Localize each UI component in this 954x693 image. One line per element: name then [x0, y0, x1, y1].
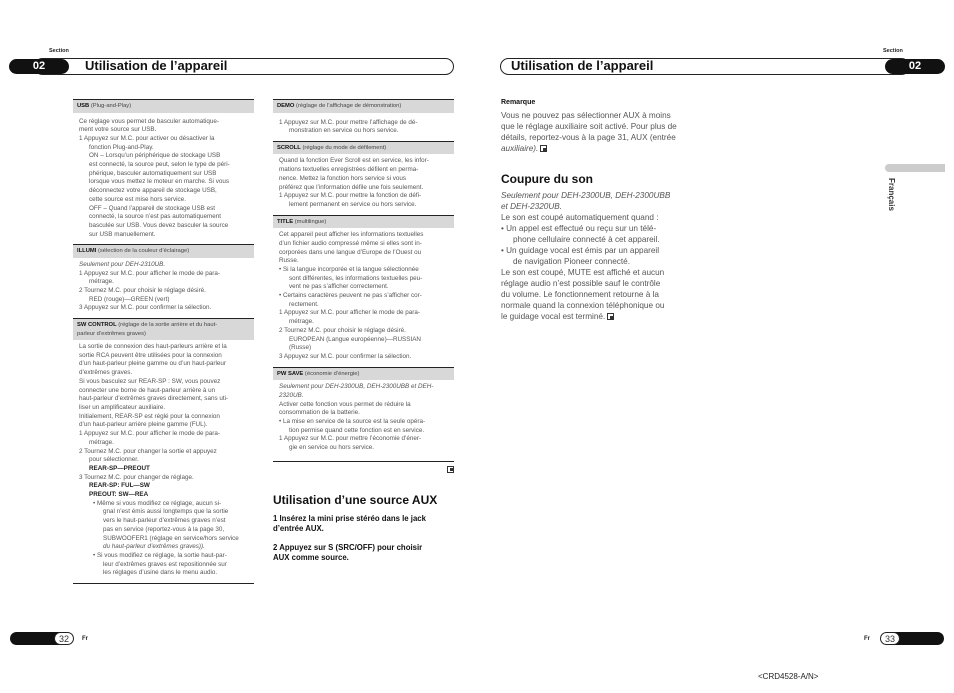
usb-setting-body: Ce réglage vous permet de basculer automatique- ment votre source sur USB. 1 Appuyez sur M.C. pour activer ou désactiver la fonction Plug-and-Play. ON – Lorsqu’un périphérique de stockage USB est connecté, la source peut, selon le type de péri- phérique, basculer automatiquement sur USB lorsque vous mettez le moteur en marche. Si vous déconnectez votre appareil de stockage USB, cette source est mise hors service. OFF – Quand l’appareil de stockage USB est connecté, la source n’est pas automatiquement basculée sur USB. Vous devez basculer la source sur USB manuellement. — [79, 117, 230, 238]
section-header-text: Utilisation de l’appareil — [511, 58, 654, 73]
aux-section-title: Utilisation d’une source AUX — [273, 492, 438, 507]
illumi-setting-header: ILLUMI (sélection de la couleur d’éclairage) — [73, 244, 254, 258]
swcontrol-setting-body: La sortie de connexion des haut-parleurs arrière et la sortie RCA peuvent être utilisées pour la connexion d’un haut-parleur pleine gamme ou d’un haut-parleur d’extrêmes graves. Si vous basculez sur REAR-SP : SW, vous pouvez connecter une borne de haut-parleur arrière à un haut-parleur d’extrêmes graves directement, sans uti- liser un amplificateur auxiliaire. Initialement, REAR-SP est réglé pour la connexion d’un haut-parleur arrière pleine gamme (FUL). 1 Appuyez sur M.C. pour afficher le mode de para- métrage. 2 Tournez M.C. pour changer la sortie et appuyez pour sélectionner. REAR-SP—PREOUT 3 Tournez M.C. pour changer de réglage. REAR-SP: FUL—SW PREOUT: SW—REA • Même si vous modifiez ce réglage, aucun si- gnal n’est émis aussi longtemps que la sortie vers le haut-parleur d’extrêmes graves n’est pas en service (reportez-vous à la page 30, SUBWOOFER1 (réglage en service/hors service du haut-parleur d’extrêmes graves)). • Si vous modifiez ce réglage, la sortie haut-par- leur d’extrêmes graves est repositionnée sur les réglages d’usine dans le menu audio. — [73, 340, 254, 584]
title-setting-header: TITLE (multilingue) — [273, 215, 454, 229]
mute-section-body: Seulement pour DEH-2300UB, DEH-2300UBB et DEH-2320UB. Le son est coupé automatiquement quand : • Un appel est effectué ou reçu sur un télé- phone cellulaire connecté à cet appareil. • Un guidage vocal est émis par un appareil de navigation Pioneer connecté. Le son est coupé, MUTE est affiché et aucun réglage audio n’est possible sauf le contrôle du volume. Le fonctionnement retourne à la normale quand la connexion téléphonique ou le guidage vocal est terminé. — [501, 191, 671, 321]
pwsave-setting-body: Seulement pour DEH-2300UB, DEH-2300UBB et DEH- 2320UB. Activer cette fonction vous permet de réduire la consommation de la batterie. • La mise en service de la source est la seule opéra- tion permise quand cette fonction est en service. 1 Appuyez sur M.C. pour mettre l’économie d’éner- gie en service ou hors service. — [273, 380, 454, 462]
remark-body: Vous ne pouvez pas sélectionner AUX à moins que le réglage auxiliaire soit activé. Pour plus de détails, reportez-vous à la page 31, AUX (entrée auxiliaire). — [501, 111, 677, 153]
demo-setting-header: DEMO (réglage de l’affichage de démonstration) — [273, 99, 454, 113]
remark-title: Remarque — [501, 99, 536, 106]
demo-setting-body: 1 Appuyez sur M.C. pour mettre l’affichage de dé- monstration en service ou hors service. — [279, 118, 418, 135]
usb-setting-header: USB (Plug-and-Play) — [73, 99, 254, 113]
mute-section-title: Coupure du son — [501, 172, 593, 186]
page-number-left: 32 — [54, 632, 74, 645]
section-number-badge-right: 02 — [885, 59, 945, 74]
section-header-right — [500, 58, 910, 75]
scroll-setting-body: Quand la fonction Ever Scroll est en service, les infor- mations textuelles enregistrées défilent en perma- nence. Mettez la fonction hors service si vous préférez que l’information défile une fois seulement. 1 Appuyez sur M.C. pour mettre la fonction de défi- lement permanent en service ou hors service. — [279, 157, 429, 208]
section-label-right: Section — [883, 48, 903, 54]
scroll-setting-header: SCROLL (réglage du mode de défilement) — [273, 141, 454, 155]
footer-lang-left: Fr — [82, 636, 88, 642]
section-label-left: Section — [49, 48, 69, 54]
document-code: <CRD4528-A/N> — [758, 672, 819, 681]
end-mark-icon — [447, 466, 454, 473]
end-mark-icon — [540, 145, 547, 152]
end-mark-icon — [607, 313, 614, 320]
footer-lang-right: Fr — [864, 636, 870, 642]
swcontrol-setting-header: SW CONTROL (réglage de la sortie arrière et du haut- parleur d’extrêmes graves) — [73, 318, 254, 340]
section-header-text: Utilisation de l’appareil — [85, 58, 228, 73]
page-number-right: 33 — [880, 632, 900, 645]
aux-steps: 1 Insérez la mini prise stéréo dans le jack d’entrée AUX. 2 Appuyez sur S (SRC/OFF) pour choisir AUX comme source. — [273, 513, 426, 563]
settings-column-1 — [73, 99, 254, 584]
language-tab-label: Français — [887, 178, 896, 211]
language-tab — [885, 164, 945, 172]
section-number-badge-left: 02 — [9, 59, 69, 74]
pwsave-setting-header: PW SAVE (économie d’énergie) — [273, 367, 454, 381]
section-header-left — [34, 58, 454, 75]
right-page-content — [501, 97, 681, 322]
settings-column-2 — [273, 99, 454, 564]
illumi-setting-body: Seulement pour DEH-2310UB. 1 Appuyez sur M.C. pour afficher le mode de para- métrage. 2 Tournez M.C. pour choisir le réglage désiré. RED (rouge)—GREEN (vert) 3 Appuyez sur M.C. pour confirmer la sélection. — [79, 260, 220, 312]
title-setting-body: Cet appareil peut afficher les informations textuelles d’un fichier audio compressé même si elles sont in- corporées dans une langue d’Europe de l’Ouest ou Russe. • Si la langue incorporée et la langue sélectionnée sont différentes, les informations textuelles peu- vent ne pas s’afficher correctement. • Certains caractères peuvent ne pas s’afficher cor- rectement. 1 Appuyez sur M.C. pour afficher le mode de para- métrage. 2 Tournez M.C. pour choisir le réglage désiré. EUROPEAN (Langue européenne)—RUSSIAN (Russe) 3 Appuyez sur M.C. pour confirmer la sélection. — [279, 231, 424, 360]
